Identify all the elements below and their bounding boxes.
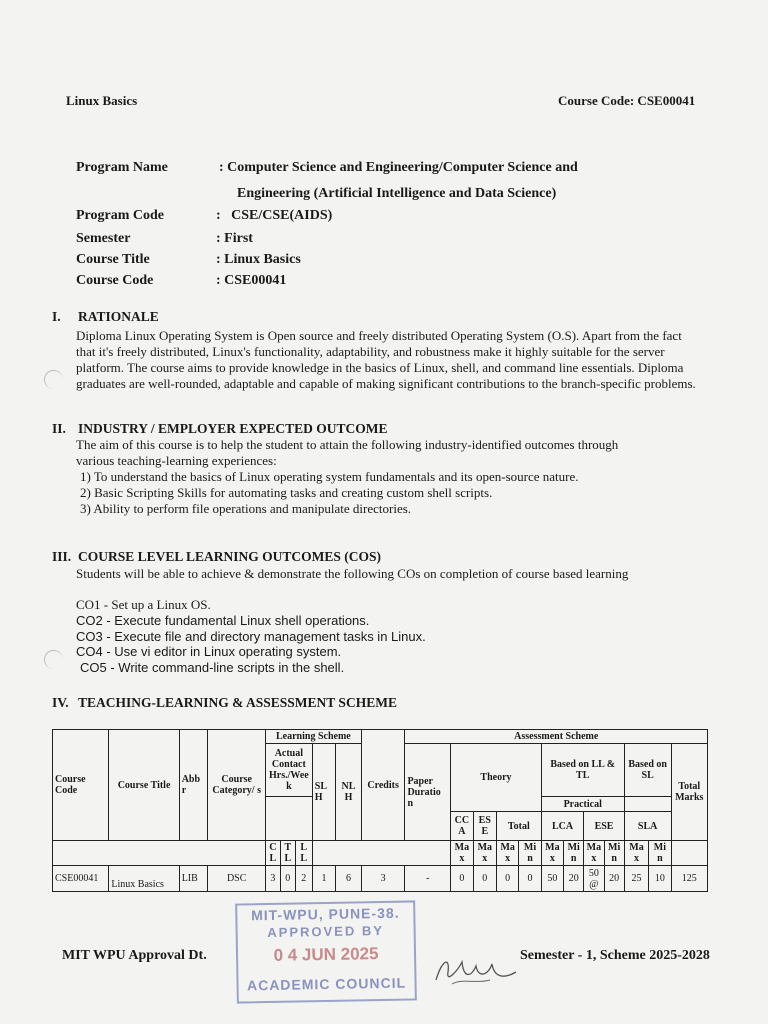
th-paper-duration: Paper Duratio n (405, 744, 451, 841)
cell-ll: 2 (295, 866, 312, 892)
section-number: IV. (52, 695, 69, 710)
section-number: II. (52, 421, 66, 436)
industry-intro-line: The aim of this course is to help the student to attain the following industry-identified outcomes through (76, 437, 619, 452)
rationale-line: Diploma Linux Operating System is Open source and freely distributed Operating System (O.S). Apart from the fact (76, 328, 682, 343)
industry-intro-line: various teaching-learning experiences: (76, 453, 277, 468)
th-lca: LCA (541, 812, 584, 841)
section-rationale-title (52, 309, 159, 325)
th-actual-contact: Actual Contact Hrs./Wee k (265, 744, 312, 797)
th-mid-spacer (312, 841, 450, 866)
co-item: CO3 - Execute file and directory management tasks in Linux. (76, 629, 426, 644)
industry-item: 1) To understand the basics of Linux operating system fundamentals and its open-source nature. (80, 469, 579, 484)
course-code-value: : CSE00041 (216, 273, 287, 288)
co-item: CO4 - Use vi editor in Linux operating system. (76, 644, 342, 659)
cell-slh: 1 (312, 866, 335, 892)
th-maxmin: Mi n (649, 841, 671, 866)
th-based-ll-tl: Based on LL & TL (541, 744, 624, 797)
stamp-line: APPROVED BY (267, 922, 385, 941)
scan-mark (44, 650, 63, 669)
program-name-label: Program Name (76, 160, 168, 175)
th-sl-spacer (624, 797, 671, 812)
course-code-label: Course Code (76, 273, 154, 288)
th-credits: Credits (361, 730, 405, 841)
stamp-line: ACADEMIC COUNCIL (246, 974, 407, 994)
table-row (53, 866, 708, 892)
stamp-date: 0 4 JUN 2025 (273, 944, 379, 965)
co-item: CO2 - Execute fundamental Linux shell operations. (76, 613, 370, 628)
semester-value: : First (216, 231, 253, 246)
th-nlh: NLH (336, 744, 362, 841)
cell-category: DSC (208, 866, 266, 892)
header-course-title: Linux Basics (66, 93, 138, 108)
th-maxmin: Min (519, 841, 541, 866)
cell-total: 125 (671, 866, 707, 892)
section-outcomes-title (52, 549, 381, 565)
th-maxmin: Ma x (624, 841, 648, 866)
th-slh: SL H (312, 744, 335, 841)
th-learning-scheme: Learning Scheme (265, 730, 361, 744)
approval-stamp (235, 900, 417, 1003)
section-heading: COURSE LEVEL LEARNING OUTCOMES (COS) (78, 549, 382, 564)
course-title-value: : Linux Basics (216, 252, 301, 267)
cell-abbr: LIB (179, 866, 208, 892)
cell-value: 0 (519, 866, 541, 892)
th-left-spacer (53, 841, 266, 866)
section-heading: INDUSTRY / EMPLOYER EXPECTED OUTCOME (78, 421, 388, 436)
program-code-label: Program Code (76, 208, 164, 223)
cell-title: Linux Basics (109, 866, 179, 892)
cell-nlh: 6 (336, 866, 362, 892)
th-category: Course Category/ s (208, 730, 266, 841)
rationale-line: graduates are well-rounded, adaptable and capable of making significant contributions to the branch-specific problems. (76, 376, 696, 391)
th-maxmin: Ma x (584, 841, 604, 866)
cell-value: 50@ (584, 866, 604, 892)
stamp-line: MIT-WPU, PUNE-38. (250, 904, 400, 924)
th-course-code: Course Code (53, 730, 109, 841)
th-ll: LL (295, 841, 312, 866)
program-name-value-line1: : Computer Science and Engineering/Computer Science and (219, 160, 578, 175)
semester-label: Semester (76, 231, 131, 246)
th-based-sl: Based on SL (624, 744, 671, 797)
industry-item: 2) Basic Scripting Skills for automating tasks and creating custom shell scripts. (80, 485, 493, 500)
section-heading: RATIONALE (78, 309, 159, 324)
th-course-title: Course Title (109, 730, 179, 841)
th-abbr: Abb r (179, 730, 208, 841)
footer-semester-scheme: Semester - 1, Scheme 2025-2028 (520, 948, 710, 963)
section-scheme-title (52, 695, 397, 711)
th-assessment-scheme: Assessment Scheme (405, 730, 708, 744)
th-maxmin: Mi n (564, 841, 584, 866)
th-practical: Practical (541, 797, 624, 812)
program-name-value-line2: Engineering (Artificial Intelligence and Data Science) (237, 186, 557, 201)
th-maxmin: Min (604, 841, 624, 866)
cell-credits: 3 (361, 866, 405, 892)
th-total-spacer (671, 841, 707, 866)
signature-icon (432, 950, 522, 990)
cell-cl: 3 (265, 866, 280, 892)
th-tl: TL (280, 841, 295, 866)
course-title-label: Course Title (76, 252, 150, 267)
rationale-line: that it's freely distributed, Linux's functionality, adaptability, and robustness make it highly suitable for the server (76, 344, 665, 359)
th-contact-spacer (265, 797, 312, 841)
th-total: Total (497, 812, 542, 841)
cell-value: 25 (624, 866, 648, 892)
cell-value: 0 (473, 866, 496, 892)
th-maxmin: Max (473, 841, 496, 866)
th-ese-theory: ES E (473, 812, 496, 841)
th-sla: SLA (624, 812, 671, 841)
co-item: CO5 - Write command-line scripts in the shell. (80, 660, 345, 675)
th-ese-practical: ESE (584, 812, 624, 841)
scheme-table (52, 729, 708, 892)
program-code-value: : CSE/CSE(AIDS) (216, 208, 333, 223)
th-cca: CC A (451, 812, 473, 841)
cell-code: CSE00041 (53, 866, 109, 892)
th-total-marks: Total Marks (671, 744, 707, 841)
outcomes-intro: Students will be able to achieve & demonstrate the following COs on completion of course based learning (76, 566, 629, 581)
cell-value: 0 (451, 866, 473, 892)
cell-value: 50 (541, 866, 563, 892)
cell-value: 10 (649, 866, 671, 892)
th-maxmin: Max (541, 841, 563, 866)
section-heading: TEACHING-LEARNING & ASSESSMENT SCHEME (78, 695, 397, 710)
scan-mark (44, 370, 63, 389)
th-cl: CL (265, 841, 280, 866)
th-theory: Theory (451, 744, 542, 812)
cell-value: 20 (564, 866, 584, 892)
industry-item: 3) Ability to perform file operations and manipulate directories. (80, 501, 412, 516)
section-number: I. (52, 309, 61, 324)
rationale-line: platform. The course aims to provide knowledge in the basics of Linux, shell, and command line essentials. Diploma (76, 360, 684, 375)
footer-approval: MIT WPU Approval Dt. (62, 948, 207, 963)
section-number: III. (52, 549, 72, 564)
th-maxmin: Max (451, 841, 473, 866)
th-maxmin: Max (497, 841, 519, 866)
cell-value: 20 (604, 866, 624, 892)
cell-value: 0 (497, 866, 519, 892)
header-course-code: Course Code: CSE00041 (558, 93, 696, 108)
section-industry-title (52, 421, 388, 437)
cell-paper-duration: - (405, 866, 451, 892)
cell-tl: 0 (280, 866, 295, 892)
co-item: CO1 - Set up a Linux OS. (76, 597, 211, 612)
